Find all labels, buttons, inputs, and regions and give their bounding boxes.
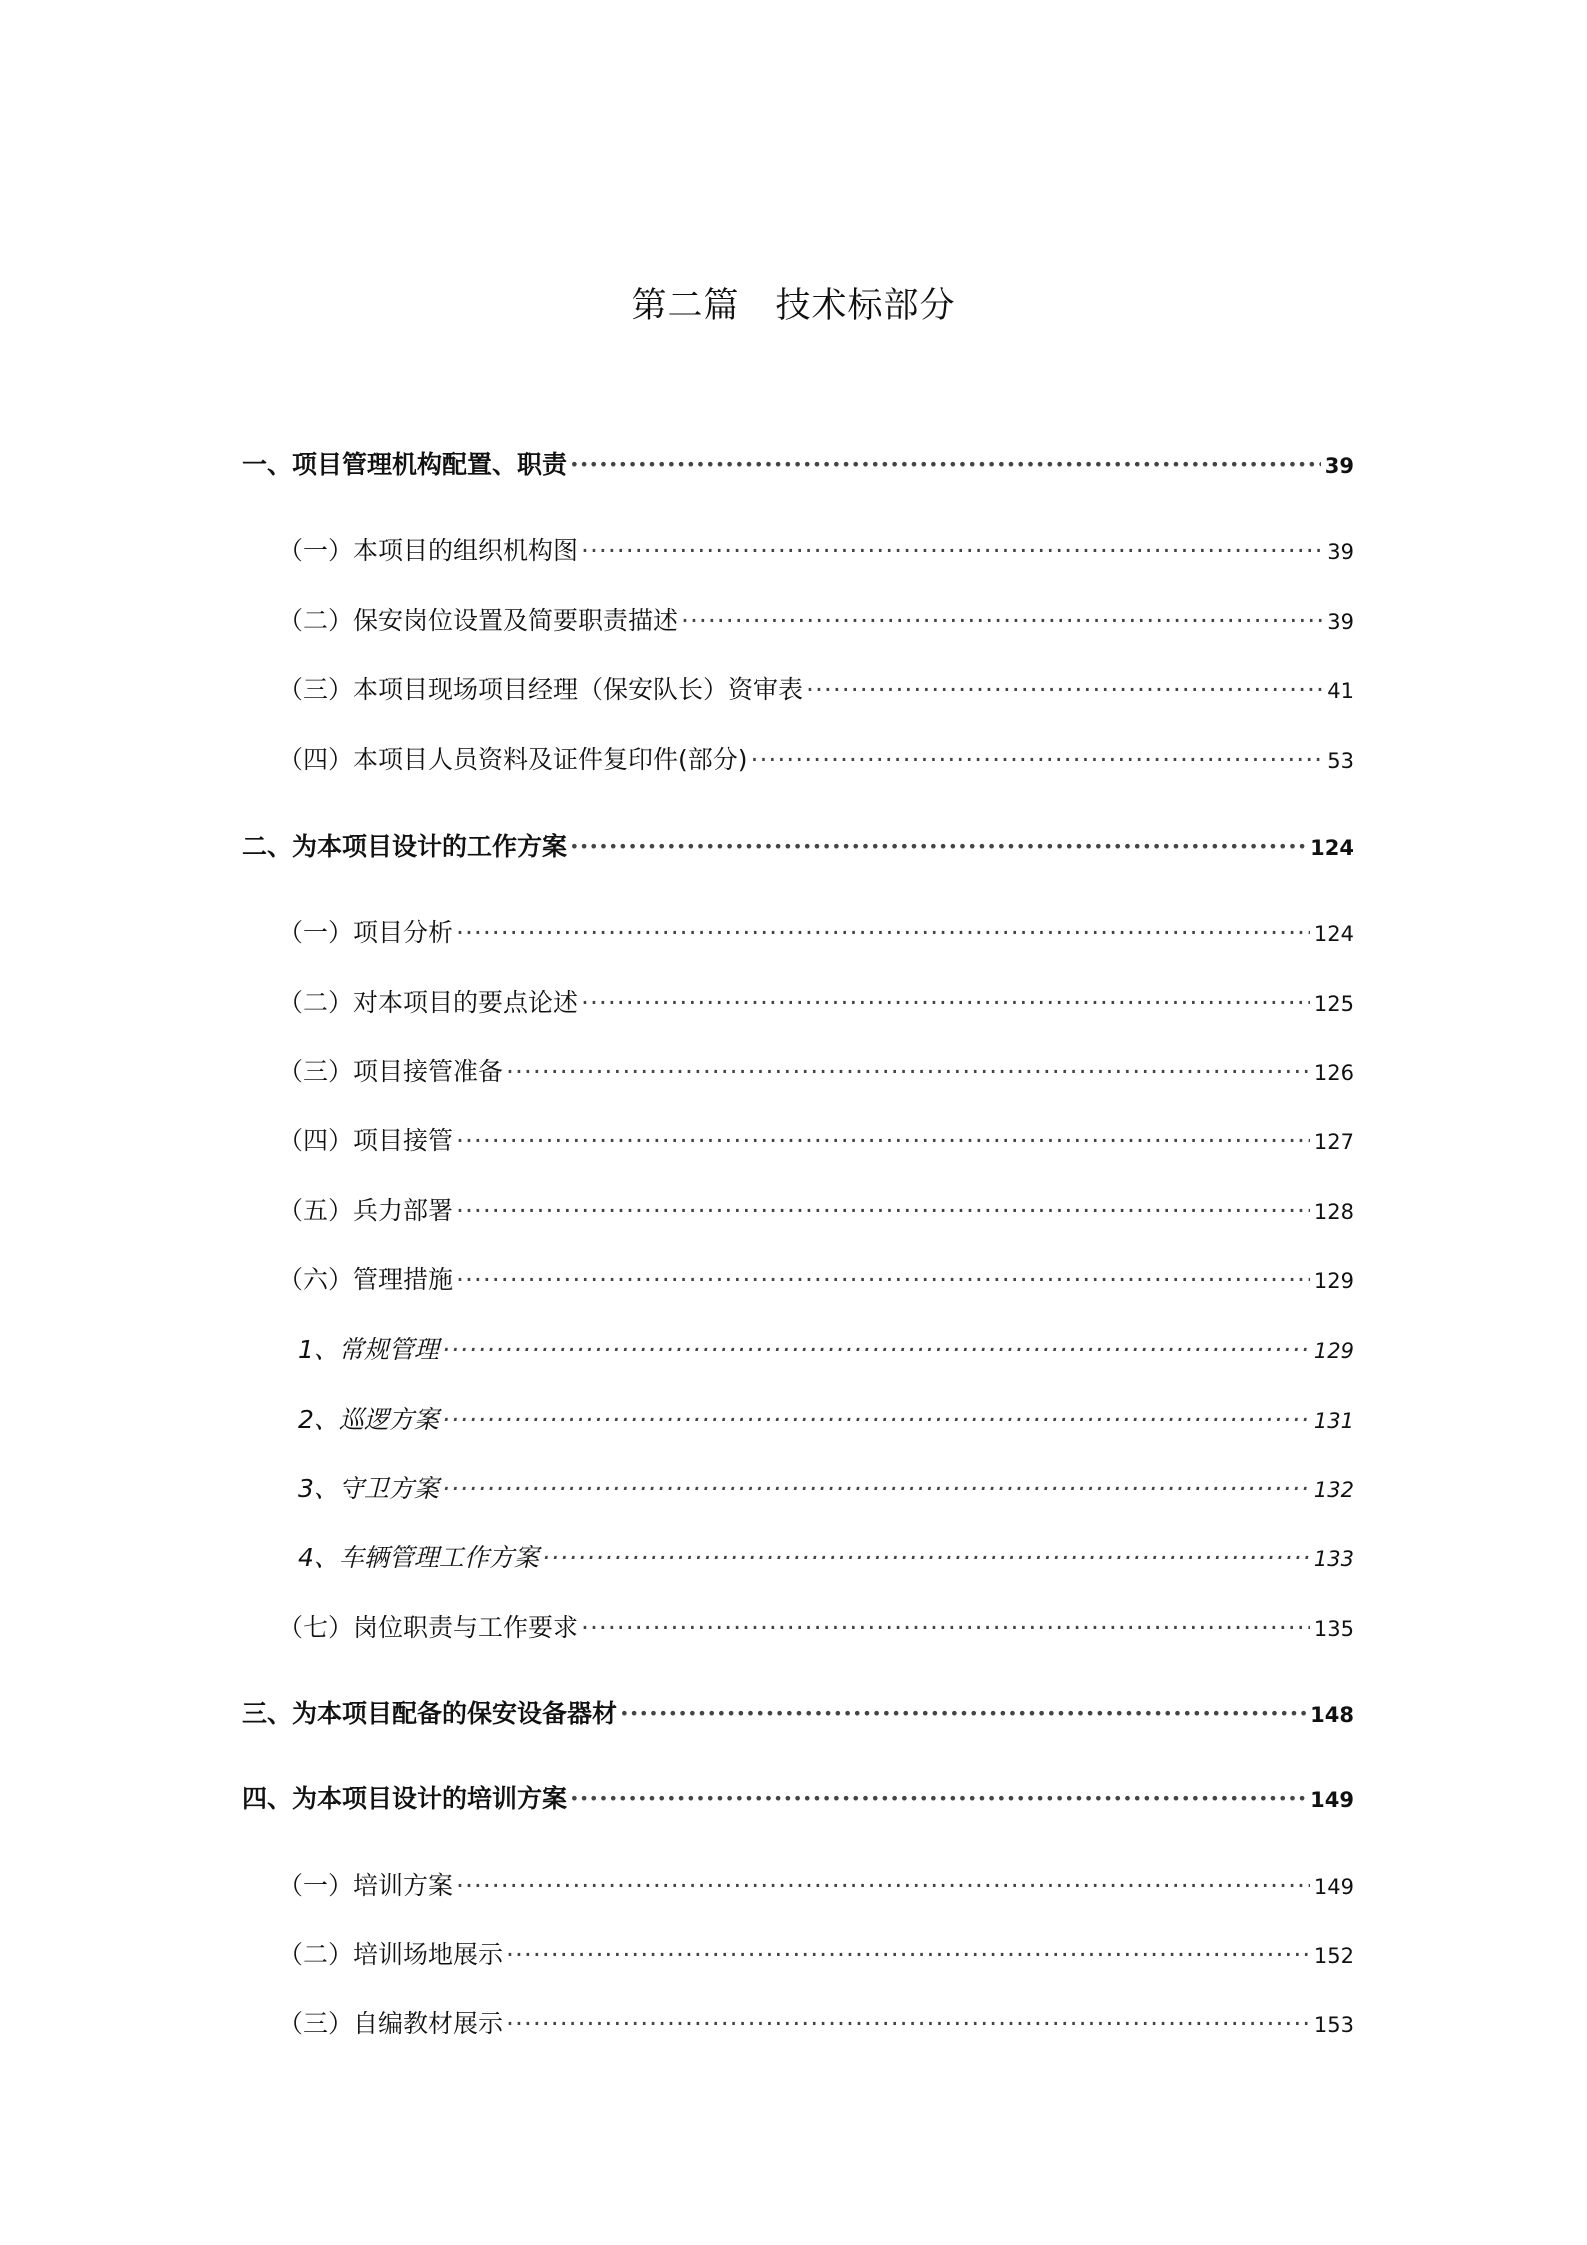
toc-entry-page-number: 133 bbox=[1313, 1547, 1354, 1571]
toc-entry[interactable] bbox=[242, 1779, 1354, 1819]
toc-entry-label: 三、为本项目配备的保安设备器材 bbox=[242, 1699, 618, 1728]
title-part-2: 技术标部分 bbox=[775, 286, 956, 326]
toc-entry-label: （四）本项目人员资料及证件复印件(部分) bbox=[278, 745, 748, 774]
toc-entry[interactable] bbox=[298, 1400, 1354, 1440]
toc-leader-dots bbox=[581, 983, 1310, 1023]
toc-entry-label: 3、守卫方案 bbox=[298, 1474, 439, 1503]
toc-entry[interactable] bbox=[298, 1330, 1354, 1370]
toc-entry-page-number: 39 bbox=[1327, 610, 1354, 634]
toc-entry-page-number: 41 bbox=[1327, 679, 1354, 703]
toc-leader-dots bbox=[442, 1330, 1310, 1370]
toc-leader-dots bbox=[581, 1608, 1310, 1648]
toc-entry-label: 四、为本项目设计的培训方案 bbox=[242, 1784, 568, 1813]
toc-entry[interactable] bbox=[278, 1866, 1354, 1906]
toc-entry-page-number: 135 bbox=[1313, 1617, 1354, 1641]
page-title bbox=[0, 278, 1587, 328]
toc-leader-dots bbox=[456, 1866, 1310, 1906]
toc-entry[interactable] bbox=[298, 1538, 1354, 1578]
toc-entry-label: （三）本项目现场项目经理（保安队长）资审表 bbox=[278, 675, 804, 704]
toc-entry[interactable] bbox=[278, 983, 1354, 1023]
toc-entry[interactable] bbox=[278, 670, 1354, 710]
toc-entry-page-number: 124 bbox=[1310, 836, 1354, 860]
toc-entry[interactable] bbox=[278, 2004, 1354, 2044]
toc-entry-label: （一）培训方案 bbox=[278, 1871, 454, 1900]
toc-leader-dots bbox=[806, 670, 1323, 710]
toc-leader-dots bbox=[456, 1191, 1310, 1231]
toc-entry-label: 1、常规管理 bbox=[298, 1335, 439, 1364]
toc-entry[interactable] bbox=[278, 531, 1354, 571]
toc-entry-page-number: 53 bbox=[1327, 749, 1354, 773]
toc-entry-page-number: 149 bbox=[1313, 1875, 1354, 1899]
toc-entry[interactable] bbox=[242, 827, 1354, 867]
toc-leader-dots bbox=[570, 827, 1306, 867]
toc-leader-dots bbox=[581, 531, 1323, 571]
toc-entry-label: （二）对本项目的要点论述 bbox=[278, 988, 579, 1017]
toc-entry[interactable] bbox=[278, 1052, 1354, 1092]
toc-entry-page-number: 39 bbox=[1324, 454, 1354, 478]
toc-entry-label: 2、巡逻方案 bbox=[298, 1405, 439, 1434]
title-part-1: 第二篇 bbox=[631, 286, 740, 326]
toc-leader-dots bbox=[620, 1694, 1306, 1734]
toc-entry-label: 二、为本项目设计的工作方案 bbox=[242, 832, 568, 861]
toc-entry-page-number: 125 bbox=[1313, 992, 1354, 1016]
toc-entry[interactable] bbox=[242, 445, 1354, 485]
toc-entry-page-number: 131 bbox=[1313, 1409, 1354, 1433]
toc-entry-page-number: 39 bbox=[1327, 540, 1354, 564]
toc-leader-dots bbox=[456, 913, 1310, 953]
toc-entry[interactable] bbox=[278, 913, 1354, 953]
toc-entry-label: （二）保安岗位设置及简要职责描述 bbox=[278, 606, 679, 635]
toc-entry-label: 一、项目管理机构配置、职责 bbox=[242, 450, 568, 479]
toc-entry-page-number: 126 bbox=[1313, 1061, 1354, 1085]
toc-leader-dots bbox=[751, 740, 1324, 780]
toc-entry-page-number: 128 bbox=[1313, 1200, 1354, 1224]
toc-entry-label: （七）岗位职责与工作要求 bbox=[278, 1613, 579, 1642]
toc-leader-dots bbox=[506, 1052, 1310, 1092]
toc-leader-dots bbox=[570, 445, 1321, 485]
toc-entry-page-number: 132 bbox=[1313, 1478, 1354, 1502]
toc-entry-label: （四）项目接管 bbox=[278, 1126, 454, 1155]
toc-entry-label: （三）自编教材展示 bbox=[278, 2009, 504, 2038]
toc-entry-page-number: 129 bbox=[1313, 1269, 1354, 1293]
toc-leader-dots bbox=[506, 1935, 1310, 1975]
toc-entry-page-number: 149 bbox=[1310, 1788, 1354, 1812]
toc-entry[interactable] bbox=[278, 740, 1354, 780]
toc-leader-dots bbox=[570, 1779, 1306, 1819]
toc-leader-dots bbox=[456, 1260, 1310, 1300]
toc-entry[interactable] bbox=[278, 601, 1354, 641]
toc-entry[interactable] bbox=[278, 1121, 1354, 1161]
toc-entry-label: （六）管理措施 bbox=[278, 1265, 454, 1294]
toc-entry-page-number: 152 bbox=[1313, 1944, 1354, 1968]
toc-entry-page-number: 148 bbox=[1310, 1703, 1354, 1727]
toc-entry-label: （五）兵力部署 bbox=[278, 1196, 454, 1225]
toc-entry-label: （二）培训场地展示 bbox=[278, 1940, 504, 1969]
toc-entry[interactable] bbox=[278, 1608, 1354, 1648]
toc-entry[interactable] bbox=[278, 1191, 1354, 1231]
toc-entry[interactable] bbox=[298, 1469, 1354, 1509]
toc-entry-label: 4、车辆管理工作方案 bbox=[298, 1543, 539, 1572]
toc-entry-page-number: 153 bbox=[1313, 2013, 1354, 2037]
toc-leader-dots bbox=[456, 1121, 1310, 1161]
toc-entry[interactable] bbox=[242, 1694, 1354, 1734]
toc-entry[interactable] bbox=[278, 1260, 1354, 1300]
toc-entry-label: （三）项目接管准备 bbox=[278, 1057, 504, 1086]
toc-entry-label: （一）项目分析 bbox=[278, 918, 454, 947]
toc-entry-page-number: 127 bbox=[1313, 1130, 1354, 1154]
toc-leader-dots bbox=[542, 1538, 1310, 1578]
toc-leader-dots bbox=[506, 2004, 1310, 2044]
toc-leader-dots bbox=[681, 601, 1323, 641]
toc-entry-page-number: 124 bbox=[1313, 922, 1354, 946]
toc-entry-page-number: 129 bbox=[1313, 1339, 1354, 1363]
toc-entry-label: （一）本项目的组织机构图 bbox=[278, 536, 579, 565]
toc-entry[interactable] bbox=[278, 1935, 1354, 1975]
toc-leader-dots bbox=[442, 1400, 1310, 1440]
toc-leader-dots bbox=[442, 1469, 1310, 1509]
